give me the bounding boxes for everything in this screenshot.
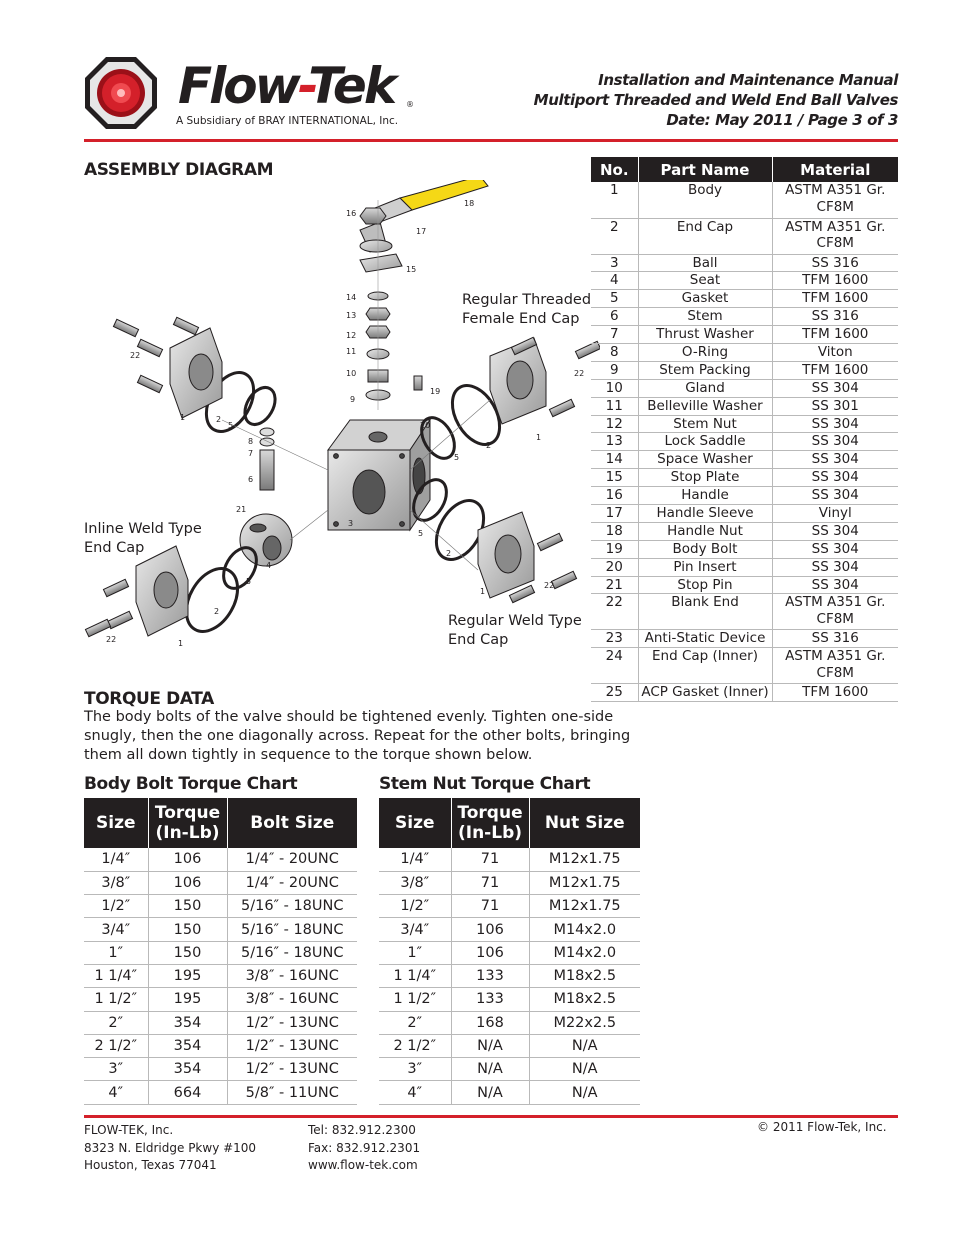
nut-size-cell: M12x1.75 [529, 848, 640, 871]
company-logo [84, 56, 424, 131]
part-number: 9 [591, 361, 638, 379]
svg-text:1: 1 [180, 413, 186, 422]
torque-cell: 195 [148, 964, 227, 987]
table-row [84, 1081, 357, 1104]
header-rule [84, 139, 898, 142]
svg-text:22: 22 [544, 581, 555, 590]
parts-table [591, 157, 898, 702]
parts-table-row [591, 290, 898, 308]
stem-nut-chart-title: Stem Nut Torque Chart [379, 774, 591, 794]
valve-size-cell: 4″ [84, 1081, 148, 1104]
table-row [84, 1034, 357, 1057]
part-name: Seat [638, 272, 772, 290]
torque-cell: 71 [451, 848, 529, 871]
torque-cell: 354 [148, 1034, 227, 1057]
table-row [84, 1011, 357, 1034]
bolt-size-cell: 5/16″ - 18UNC [227, 941, 357, 964]
col-header-bolt-size: Bolt Size [227, 798, 357, 848]
parts-table-row [591, 218, 898, 254]
part-material: TFM 1600 [772, 684, 898, 702]
bolt-size-cell: 1/2″ - 13UNC [227, 1058, 357, 1081]
valve-size-cell: 2 1/2″ [379, 1034, 451, 1057]
valve-size-cell: 3/8″ [379, 871, 451, 894]
parts-table-row [591, 540, 898, 558]
torque-cell: 133 [451, 988, 529, 1011]
assembly-heading: ASSEMBLY DIAGRAM [84, 160, 274, 180]
part-number: 1 [591, 182, 638, 218]
torque-cell: 106 [451, 918, 529, 941]
part-material: SS 304 [772, 415, 898, 433]
part-number: 12 [591, 415, 638, 433]
bolt-size-cell: 1/2″ - 13UNC [227, 1034, 357, 1057]
part-material: ASTM A351 Gr. CF8M [772, 182, 898, 218]
part-name: End Cap (Inner) [638, 648, 772, 684]
part-number: 2 [591, 218, 638, 254]
svg-text:5: 5 [228, 421, 234, 430]
svg-text:2: 2 [486, 441, 492, 450]
torque-cell: 354 [148, 1058, 227, 1081]
part-name: Stop Pin [638, 576, 772, 594]
part-material: TFM 1600 [772, 326, 898, 344]
torque-instructions: The body bolts of the valve should be tightened evenly. Tighten one-side snugly, then the one diagonally across. Repeat for the other bolts, bringing them all down tightly in sequence to the torque shown below. [84, 709, 631, 763]
body-bolt-chart-title: Body Bolt Torque Chart [84, 774, 298, 794]
svg-text:15: 15 [406, 265, 417, 274]
svg-text:9: 9 [350, 395, 356, 404]
svg-text:1: 1 [480, 587, 486, 596]
nut-size-cell: N/A [529, 1081, 640, 1104]
part-number: 7 [591, 326, 638, 344]
part-number: 5 [591, 290, 638, 308]
part-material: SS 304 [772, 522, 898, 540]
part-number: 25 [591, 684, 638, 702]
table-row [84, 964, 357, 987]
table-row [84, 848, 357, 871]
table-row [84, 895, 357, 918]
valve-size-cell: 2 1/2″ [84, 1034, 148, 1057]
col-header-torque: Torque (In-Lb) [148, 798, 227, 848]
svg-text:5: 5 [454, 453, 460, 462]
part-name: Stem Packing [638, 361, 772, 379]
table-row [84, 1058, 357, 1081]
valve-size-cell: 1/4″ [379, 848, 451, 871]
valve-size-cell: 1 1/2″ [379, 988, 451, 1011]
nut-size-cell: N/A [529, 1034, 640, 1057]
logo-wordmark: Flow-Tek [178, 57, 395, 115]
footer-company: FLOW-TEK, Inc. [84, 1123, 174, 1137]
part-name: Blank End [638, 594, 772, 630]
valve-size-cell: 1 1/4″ [379, 964, 451, 987]
svg-text:17: 17 [416, 227, 427, 236]
parts-table-row [591, 558, 898, 576]
part-number: 6 [591, 308, 638, 326]
svg-text:13: 13 [346, 311, 357, 320]
bolt-size-cell: 3/8″ - 16UNC [227, 964, 357, 987]
part-material: SS 304 [772, 576, 898, 594]
part-number: 18 [591, 522, 638, 540]
label-inline-weld [84, 520, 202, 558]
part-material: SS 304 [772, 451, 898, 469]
table-row [379, 1081, 640, 1104]
parts-table-row [591, 182, 898, 218]
bolt-size-cell: 1/4″ - 20UNC [227, 871, 357, 894]
nut-size-cell: M22x2.5 [529, 1011, 640, 1034]
svg-text:2: 2 [216, 415, 222, 424]
parts-table-header [591, 157, 898, 182]
nut-size-cell: N/A [529, 1058, 640, 1081]
valve-size-cell: 3/4″ [84, 918, 148, 941]
part-number: 17 [591, 504, 638, 522]
part-name: Anti-Static Device [638, 630, 772, 648]
parts-table-row [591, 504, 898, 522]
footer-address-line1: 8323 N. Eldridge Pkwy #100 [84, 1140, 257, 1155]
parts-table-row [591, 308, 898, 326]
svg-text:12: 12 [346, 331, 357, 340]
col-header-part-name: Part Name [638, 157, 772, 182]
part-material: TFM 1600 [772, 290, 898, 308]
footer-web-link[interactable]: www.flow-tek.com [308, 1158, 418, 1172]
torque-cell: 71 [451, 871, 529, 894]
valve-size-cell: 1/2″ [379, 895, 451, 918]
document-header [534, 70, 898, 130]
nut-size-cell: M18x2.5 [529, 988, 640, 1011]
svg-text:21: 21 [236, 505, 247, 514]
part-material: SS 316 [772, 254, 898, 272]
part-name: Handle Sleeve [638, 504, 772, 522]
svg-text:22: 22 [130, 351, 141, 360]
parts-table-row [591, 451, 898, 469]
header-date-page: Date: May 2011 / Page 3 of 3 [666, 111, 898, 129]
table-row [379, 848, 640, 871]
part-material: TFM 1600 [772, 361, 898, 379]
part-name: Ball [638, 254, 772, 272]
parts-table-row [591, 397, 898, 415]
part-number: 14 [591, 451, 638, 469]
parts-table-row [591, 379, 898, 397]
valve-size-cell: 3″ [84, 1058, 148, 1081]
part-number: 16 [591, 487, 638, 505]
valve-size-cell: 3/4″ [379, 918, 451, 941]
torque-cell: N/A [451, 1081, 529, 1104]
label-inline-line1: Inline Weld Type [84, 521, 202, 537]
part-material: SS 304 [772, 433, 898, 451]
parts-table-row [591, 648, 898, 684]
table-row [379, 1034, 640, 1057]
table-row [379, 895, 640, 918]
part-name: Pin Insert [638, 558, 772, 576]
table-row [84, 918, 357, 941]
svg-text:22: 22 [106, 635, 117, 644]
torque-cell: 106 [148, 848, 227, 871]
col-header-size: Size [84, 798, 148, 848]
part-material: ASTM A351 Gr. CF8M [772, 594, 898, 630]
part-material: SS 316 [772, 308, 898, 326]
bolt-size-cell: 1/2″ - 13UNC [227, 1011, 357, 1034]
svg-text:1: 1 [536, 433, 542, 442]
torque-cell: N/A [451, 1034, 529, 1057]
table-row [379, 918, 640, 941]
part-material: SS 304 [772, 558, 898, 576]
bolt-size-cell: 5/16″ - 18UNC [227, 895, 357, 918]
part-material: SS 304 [772, 487, 898, 505]
table-row [379, 871, 640, 894]
svg-text:2: 2 [214, 607, 220, 616]
footer-fax: Fax: 832.912.2301 [308, 1140, 421, 1155]
torque-cell: 195 [148, 988, 227, 1011]
stem-nut-header-row [379, 798, 640, 848]
part-material: Vinyl [772, 504, 898, 522]
valve-size-cell: 1/2″ [84, 895, 148, 918]
valve-size-cell: 3″ [379, 1058, 451, 1081]
parts-table-row [591, 272, 898, 290]
table-row [379, 1058, 640, 1081]
svg-text:22: 22 [574, 369, 585, 378]
part-number: 4 [591, 272, 638, 290]
footer-address-line2: Houston, Texas 77041 [84, 1158, 217, 1172]
table-row [379, 964, 640, 987]
nut-size-cell: M12x1.75 [529, 895, 640, 918]
part-number: 24 [591, 648, 638, 684]
torque-cell: 168 [451, 1011, 529, 1034]
valve-size-cell: 2″ [379, 1011, 451, 1034]
svg-text:18: 18 [464, 199, 475, 208]
part-number: 19 [591, 540, 638, 558]
part-material: SS 316 [772, 630, 898, 648]
table-row [84, 988, 357, 1011]
part-number: 21 [591, 576, 638, 594]
label-threaded-line1: Regular Threaded [462, 292, 592, 308]
svg-text:8: 8 [248, 437, 254, 446]
part-name: Gland [638, 379, 772, 397]
part-number: 3 [591, 254, 638, 272]
parts-table-row [591, 630, 898, 648]
header-title: Installation and Maintenance Manual [598, 71, 898, 89]
part-number: 13 [591, 433, 638, 451]
parts-table-row [591, 415, 898, 433]
body-bolt-header-row [84, 798, 357, 848]
torque-cell: 354 [148, 1011, 227, 1034]
svg-text:11: 11 [346, 347, 357, 356]
svg-text:10: 10 [346, 369, 357, 378]
part-material: SS 301 [772, 397, 898, 415]
part-material: Viton [772, 343, 898, 361]
valve-size-cell: 1″ [84, 941, 148, 964]
part-name: Space Washer [638, 451, 772, 469]
part-name: Belleville Washer [638, 397, 772, 415]
label-regular-threaded [462, 291, 591, 329]
part-name: Gasket [638, 290, 772, 308]
part-material: ASTM A351 Gr. CF8M [772, 648, 898, 684]
parts-table-row [591, 254, 898, 272]
svg-text:4: 4 [266, 561, 272, 570]
bolt-size-cell: 1/4″ - 20UNC [227, 848, 357, 871]
valve-size-cell: 1 1/4″ [84, 964, 148, 987]
svg-text:3: 3 [348, 519, 354, 528]
svg-text:5: 5 [246, 577, 252, 586]
torque-cell: 106 [451, 941, 529, 964]
part-name: O-Ring [638, 343, 772, 361]
parts-table-row [591, 576, 898, 594]
parts-table-row [591, 487, 898, 505]
part-material: ASTM A351 Gr. CF8M [772, 218, 898, 254]
torque-cell: 150 [148, 895, 227, 918]
parts-table-row [591, 469, 898, 487]
valve-size-cell: 4″ [379, 1081, 451, 1104]
part-number: 10 [591, 379, 638, 397]
logo-subtitle: A Subsidiary of BRAY INTERNATIONAL, Inc. [176, 115, 399, 127]
nut-size-cell: M14x2.0 [529, 941, 640, 964]
svg-text:6: 6 [248, 475, 254, 484]
torque-cell: 150 [148, 918, 227, 941]
torque-cell: 106 [148, 871, 227, 894]
bolt-size-cell: 5/16″ - 18UNC [227, 918, 357, 941]
label-weld-line1: Regular Weld Type [448, 613, 582, 629]
table-row [379, 1011, 640, 1034]
col-header-size: Size [379, 798, 451, 848]
bolt-size-cell: 3/8″ - 16UNC [227, 988, 357, 1011]
label-weld-line2: End Cap [448, 632, 509, 648]
valve-size-cell: 3/8″ [84, 871, 148, 894]
part-name: Stem Nut [638, 415, 772, 433]
footer-address [84, 1122, 256, 1175]
exploded-valve-drawing [80, 180, 600, 680]
part-name: Lock Saddle [638, 433, 772, 451]
col-header-torque: Torque (In-Lb) [451, 798, 529, 848]
svg-text:2: 2 [446, 549, 452, 558]
part-name: Stem [638, 308, 772, 326]
stem-nut-torque-table [379, 798, 640, 1105]
part-name: Handle Nut [638, 522, 772, 540]
part-name: Body [638, 182, 772, 218]
table-row [379, 941, 640, 964]
col-header-no: No. [591, 157, 638, 182]
part-name: ACP Gasket (Inner) [638, 684, 772, 702]
parts-table-row [591, 594, 898, 630]
nut-size-cell: M14x2.0 [529, 918, 640, 941]
part-number: 23 [591, 630, 638, 648]
svg-text:14: 14 [346, 293, 357, 302]
svg-text:16: 16 [346, 209, 357, 218]
part-material: SS 304 [772, 379, 898, 397]
svg-text:19: 19 [430, 387, 441, 396]
torque-cell: N/A [451, 1058, 529, 1081]
label-regular-weld [448, 612, 582, 650]
body-bolt-torque-table [84, 798, 357, 1105]
part-name: Body Bolt [638, 540, 772, 558]
label-threaded-line2: Female End Cap [462, 311, 580, 327]
nut-size-cell: M18x2.5 [529, 964, 640, 987]
part-name: Stop Plate [638, 469, 772, 487]
valve-size-cell: 2″ [84, 1011, 148, 1034]
col-header-material: Material [772, 157, 898, 182]
part-material: SS 304 [772, 469, 898, 487]
part-number: 22 [591, 594, 638, 630]
part-material: TFM 1600 [772, 272, 898, 290]
logo-badge-icon [84, 56, 158, 130]
bolt-size-cell: 5/8″ - 11UNC [227, 1081, 357, 1104]
parts-table-row [591, 684, 898, 702]
svg-text:20: 20 [420, 421, 431, 430]
part-name: End Cap [638, 218, 772, 254]
parts-table-row [591, 433, 898, 451]
parts-table-row [591, 326, 898, 344]
header-subtitle: Multiport Threaded and Weld End Ball Valves [533, 91, 898, 109]
torque-cell: 664 [148, 1081, 227, 1104]
footer-rule [84, 1115, 898, 1118]
part-number: 20 [591, 558, 638, 576]
valve-size-cell: 1 1/2″ [84, 988, 148, 1011]
part-name: Thrust Washer [638, 326, 772, 344]
part-number: 11 [591, 397, 638, 415]
part-material: SS 304 [772, 540, 898, 558]
torque-cell: 71 [451, 895, 529, 918]
table-row [84, 941, 357, 964]
assembly-diagram [80, 180, 600, 680]
torque-cell: 150 [148, 941, 227, 964]
footer-copyright: © 2011 Flow-Tek, Inc. [757, 1120, 887, 1134]
table-row [84, 871, 357, 894]
svg-text:5: 5 [418, 529, 424, 538]
part-name: Handle [638, 487, 772, 505]
nut-size-cell: M12x1.75 [529, 871, 640, 894]
footer-tel: Tel: 832.912.2300 [308, 1123, 416, 1137]
torque-cell: 133 [451, 964, 529, 987]
table-row [379, 988, 640, 1011]
parts-table-row [591, 361, 898, 379]
part-number: 8 [591, 343, 638, 361]
torque-heading: TORQUE DATA [84, 689, 214, 709]
footer-contact [308, 1122, 420, 1175]
part-number: 15 [591, 469, 638, 487]
valve-size-cell: 1/4″ [84, 848, 148, 871]
label-inline-line2: End Cap [84, 540, 145, 556]
registered-mark: ® [406, 100, 414, 109]
svg-text:1: 1 [178, 639, 184, 648]
svg-text:7: 7 [248, 449, 254, 458]
valve-size-cell: 1″ [379, 941, 451, 964]
col-header-nut-size: Nut Size [529, 798, 640, 848]
parts-table-row [591, 522, 898, 540]
parts-table-row [591, 343, 898, 361]
